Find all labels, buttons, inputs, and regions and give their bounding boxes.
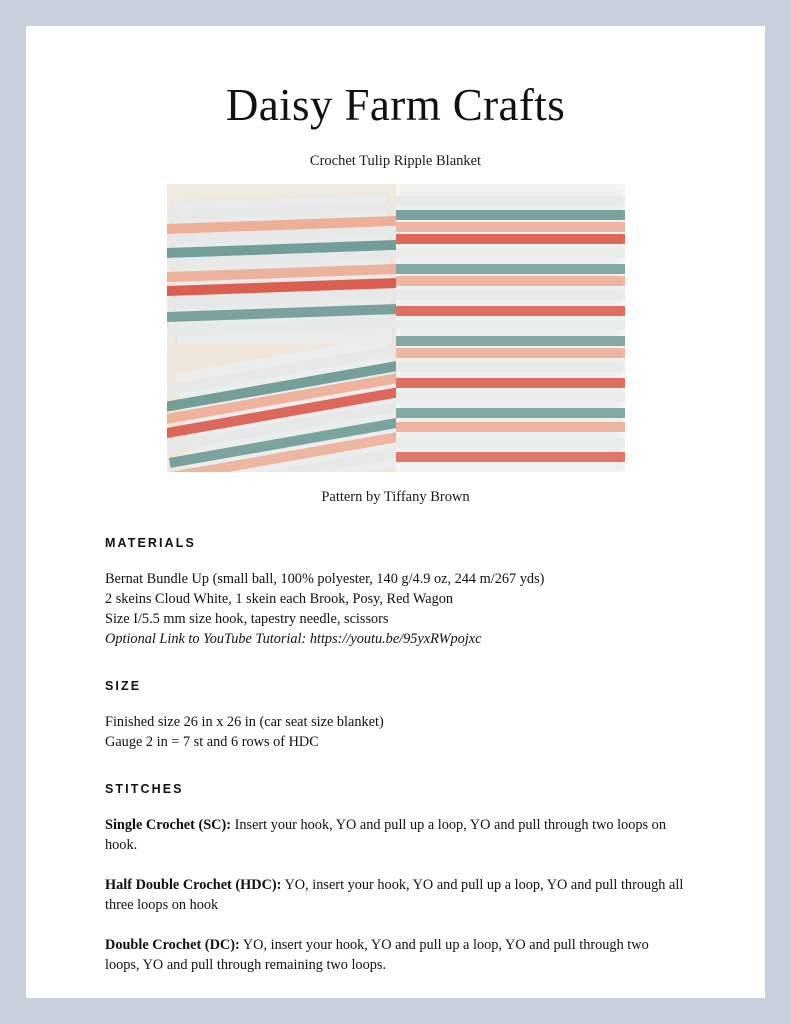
stitch-text-sc: Insert your hook, YO and pull up a loop, YO and pull through two loops on hook. bbox=[105, 816, 666, 853]
page-subtitle: Crochet Tulip Ripple Blanket bbox=[309, 152, 482, 169]
stitch-text-hdc: YO, insert your hook, YO and pull up a loop, YO and pull through all three loops on hook bbox=[105, 876, 684, 913]
materials-block bbox=[105, 569, 686, 649]
stitch-definition-sc bbox=[105, 815, 686, 856]
materials-line-3: Size I/5.5 mm size hook, tapestry needle, scissors bbox=[105, 610, 389, 627]
blanket-stripes bbox=[172, 194, 392, 344]
blanket-corner-image bbox=[175, 344, 396, 472]
materials-line-1: Bernat Bundle Up (small ball, 100% polyester, 140 g/4.9 oz, 244 m/267 yds) bbox=[105, 570, 545, 587]
section-heading-size: SIZE bbox=[105, 678, 142, 693]
document-content bbox=[26, 536, 765, 976]
document-page bbox=[26, 26, 765, 998]
section-heading-stitches: STITCHES bbox=[105, 781, 184, 796]
photo-panel-top-left bbox=[167, 184, 396, 344]
stitch-definition-hdc bbox=[105, 875, 686, 916]
materials-tutorial-link[interactable]: Optional Link to YouTube Tutorial: https://youtu.be/95yxRWpojxc bbox=[105, 630, 482, 647]
photo-panel-right bbox=[396, 184, 625, 472]
size-line-2: Gauge 2 in = 7 st and 6 rows of HDC bbox=[105, 733, 319, 750]
size-block bbox=[105, 712, 686, 752]
stitch-term-sc: Single Crochet (SC): bbox=[105, 816, 232, 833]
photo-panel-bottom-left bbox=[167, 344, 396, 472]
stitch-term-dc: Double Crochet (DC): bbox=[105, 936, 240, 953]
blanket-folded-image bbox=[172, 194, 392, 344]
photo-caption: Pattern by Tiffany Brown bbox=[321, 488, 470, 505]
blanket-flat-image bbox=[400, 190, 622, 470]
section-heading-materials: MATERIALS bbox=[105, 535, 196, 550]
stitch-text-dc: YO, insert your hook, YO and pull up a loop, YO and pull through two loops, YO and pull through remaining two loops. bbox=[105, 936, 649, 973]
stitch-term-hdc: Half Double Crochet (HDC): bbox=[105, 876, 282, 893]
page-title: Daisy Farm Crafts bbox=[225, 80, 566, 130]
blanket-corner-stripes bbox=[175, 344, 396, 472]
size-line-1: Finished size 26 in x 26 in (car seat size blanket) bbox=[105, 713, 384, 730]
materials-line-2: 2 skeins Cloud White, 1 skein each Brook, Posy, Red Wagon bbox=[105, 590, 454, 607]
stitch-definition-dc bbox=[105, 935, 686, 976]
blanket-flat-stripes bbox=[400, 190, 622, 470]
pattern-photo bbox=[167, 184, 625, 472]
